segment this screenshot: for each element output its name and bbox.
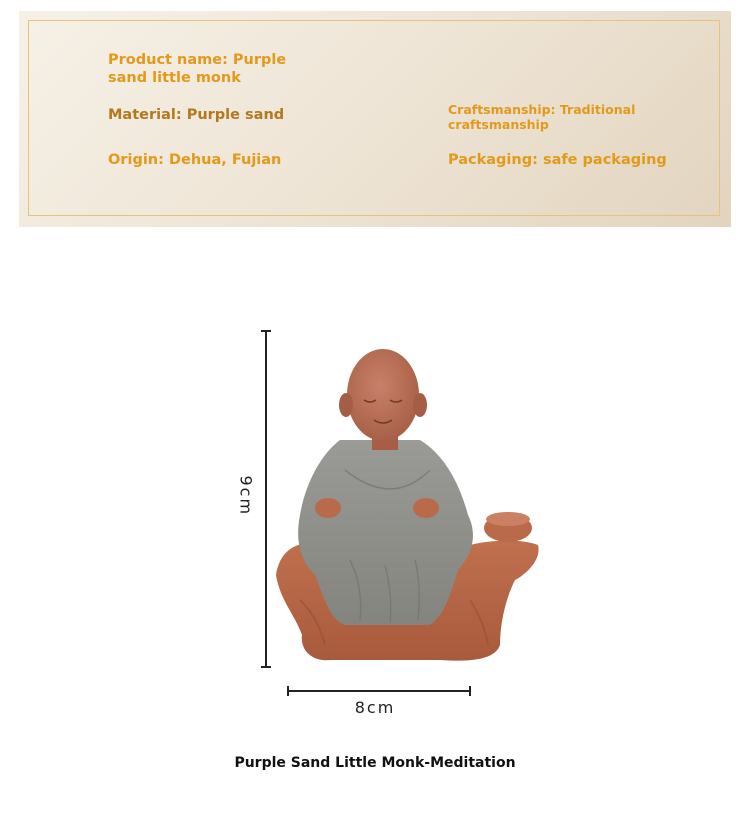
left-hand: [315, 498, 341, 518]
product-caption: Purple Sand Little Monk-Meditation: [234, 755, 516, 771]
origin-spec: Origin: Dehua, Fujian: [108, 152, 282, 168]
craftsmanship-spec: Craftsmanship: Traditional craftsmanship: [448, 102, 636, 132]
material-spec: Material: Purple sand: [108, 107, 285, 123]
width-dimension-line: [288, 686, 470, 696]
right-hand: [413, 498, 439, 518]
width-dimension-label: 8cm: [354, 698, 396, 717]
monk-robe: [298, 440, 473, 625]
monk-head: [347, 349, 419, 441]
height-dimension-line: [261, 331, 271, 667]
product-name-spec: Product name: Purple sand little monk: [108, 52, 287, 86]
packaging-spec: Packaging: safe packaging: [448, 152, 667, 168]
height-dimension-label: 9cm: [236, 475, 256, 517]
